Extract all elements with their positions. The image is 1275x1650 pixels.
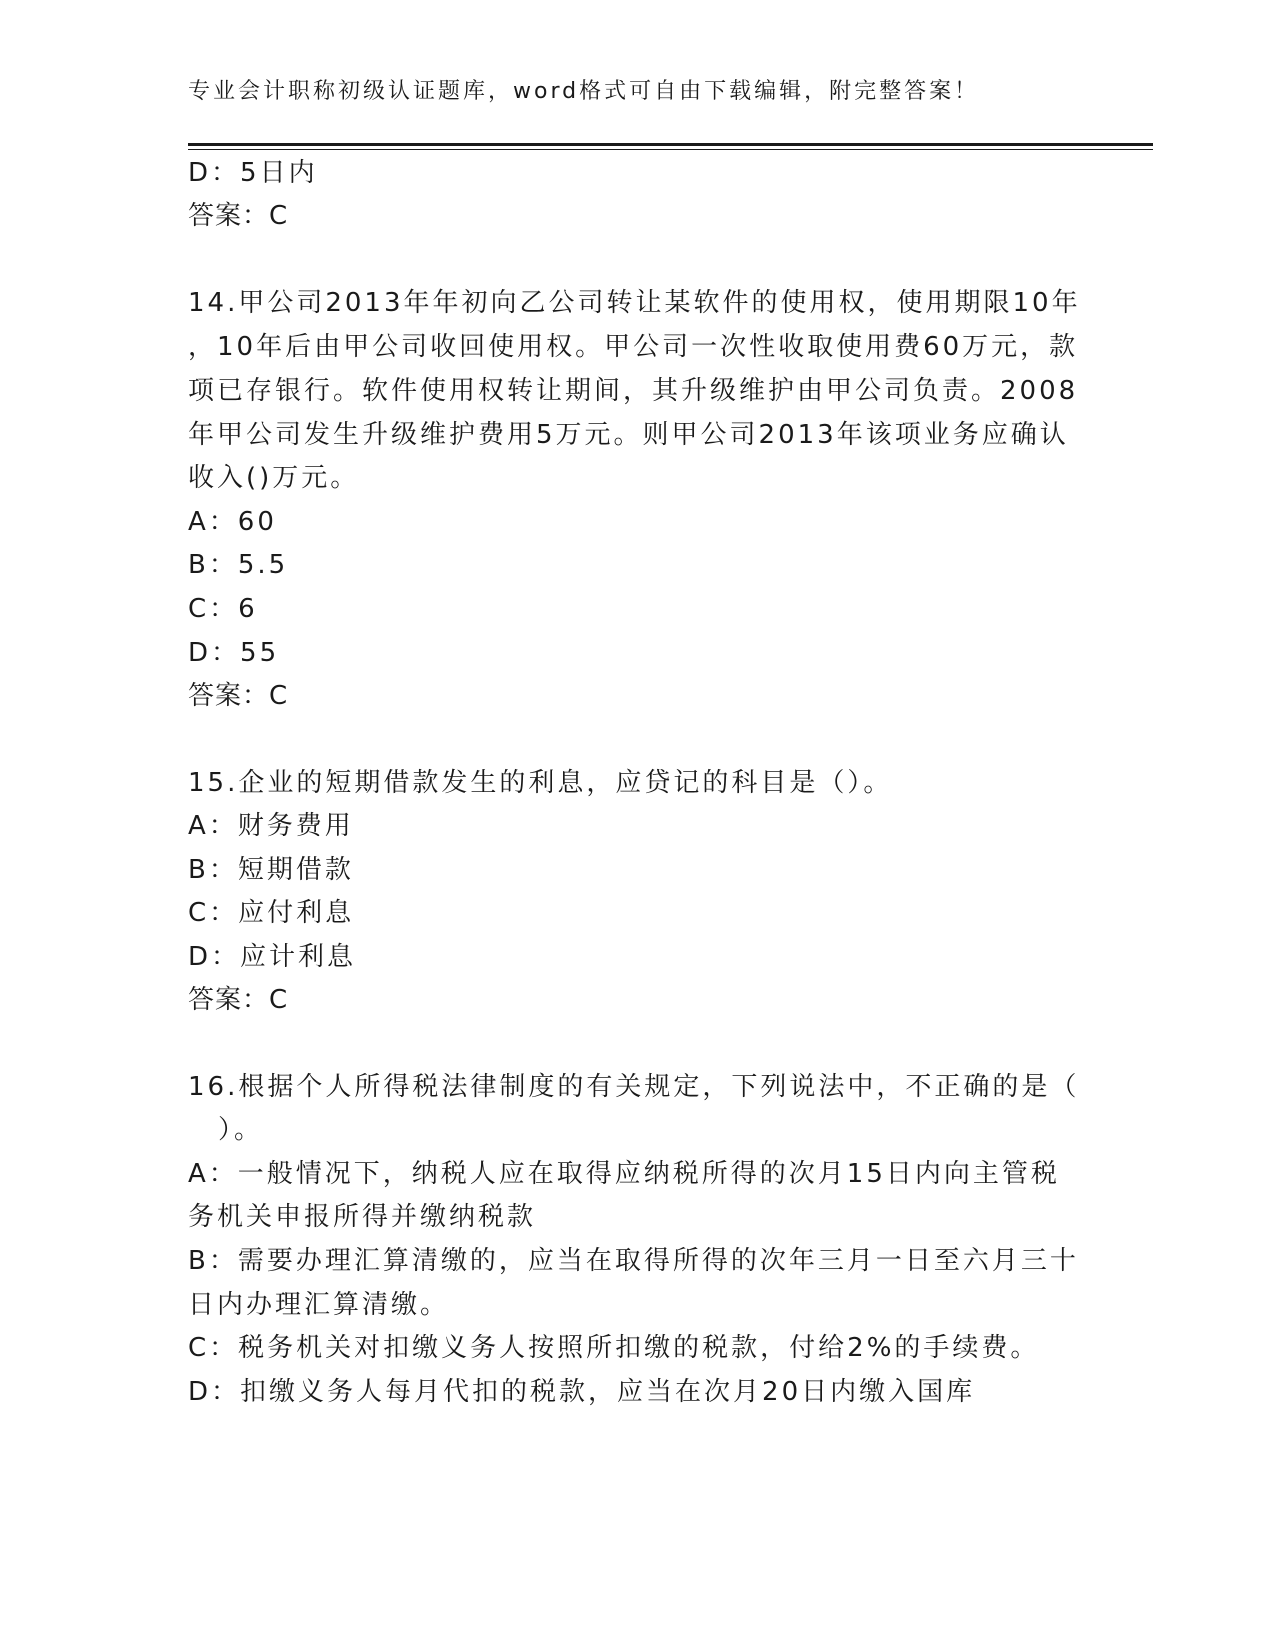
option-a-continued: 务机关申报所得并缴纳税款 bbox=[188, 1202, 537, 1232]
question-16-line: ）。 bbox=[218, 1115, 264, 1145]
question-14-line: 年甲公司发生升级维护费用5万元。则甲公司2013年该项业务应确认 bbox=[188, 420, 1069, 450]
option-a: A：财务费用 bbox=[188, 811, 354, 841]
option-b: B：5.5 bbox=[188, 550, 289, 580]
option-a: A：60 bbox=[188, 507, 277, 537]
answer: 答案：C bbox=[188, 985, 289, 1015]
option-b-continued: 日内办理汇算清缴。 bbox=[188, 1290, 450, 1320]
option-d: D：应计利息 bbox=[188, 942, 357, 972]
option-c: C：6 bbox=[188, 594, 258, 624]
option-d: D：5日内 bbox=[188, 158, 318, 188]
option-c: C：应付利息 bbox=[188, 898, 355, 928]
option-a: A：一般情况下，纳税人应在取得应纳税所得的次月15日内向主管税 bbox=[188, 1159, 1060, 1189]
header-rule-thin bbox=[188, 149, 1153, 150]
answer: 答案：C bbox=[188, 201, 289, 231]
option-d: D：55 bbox=[188, 638, 280, 668]
question-16-line: 16.根据个人所得税法律制度的有关规定，下列说法中，不正确的是（ bbox=[188, 1072, 1080, 1102]
question-14-line: 项已存银行。软件使用权转让期间，其升级维护由甲公司负责。2008 bbox=[188, 376, 1079, 406]
answer: 答案：C bbox=[188, 681, 289, 711]
question-14-line: 14.甲公司2013年年初向乙公司转让某软件的使用权，使用期限10年 bbox=[188, 288, 1081, 318]
option-b: B：需要办理汇算清缴的，应当在取得所得的次年三月一日至六月三十 bbox=[188, 1246, 1079, 1276]
question-14-line: ，10年后由甲公司收回使用权。甲公司一次性收取使用费60万元，款 bbox=[188, 332, 1079, 362]
header-rule-thick bbox=[188, 143, 1153, 146]
question-14-line: 收入()万元。 bbox=[188, 463, 360, 493]
option-c: C：税务机关对扣缴义务人按照所扣缴的税款，付给2%的手续费。 bbox=[188, 1333, 1040, 1363]
question-15-line: 15.企业的短期借款发生的利息，应贷记的科目是（）。 bbox=[188, 768, 893, 798]
page-header: 专业会计职称初级认证题库，word格式可自由下载编辑，附完整答案！ bbox=[188, 79, 980, 104]
option-b: B：短期借款 bbox=[188, 855, 354, 885]
option-d: D：扣缴义务人每月代扣的税款，应当在次月20日内缴入国库 bbox=[188, 1377, 976, 1407]
